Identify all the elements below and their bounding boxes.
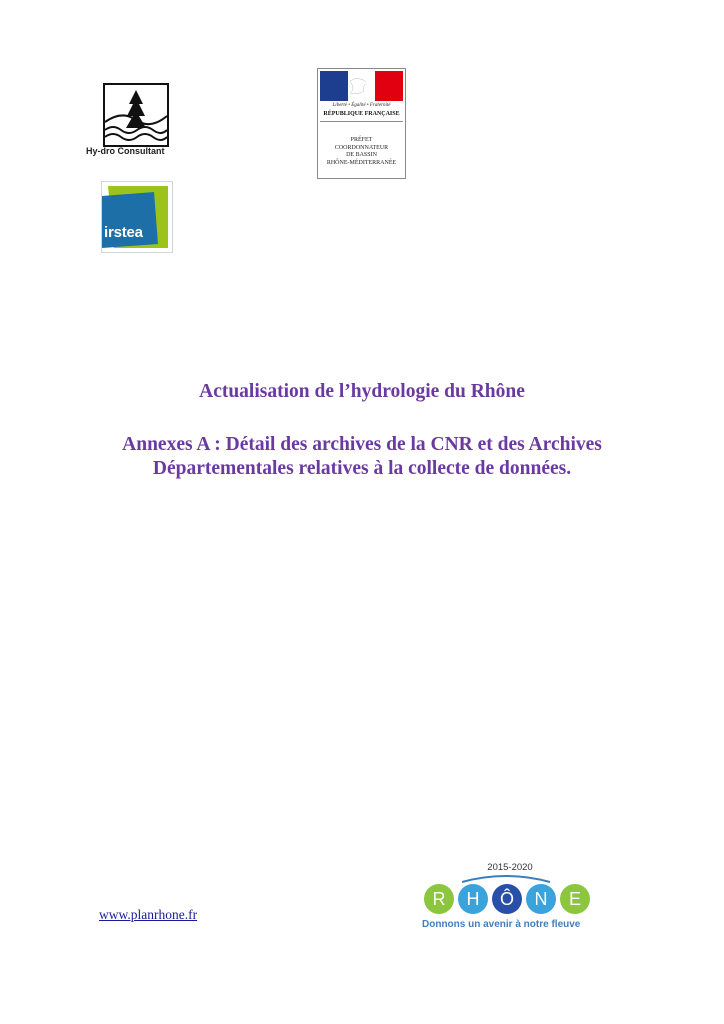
rf-prefet-line: COORDONNATEUR [334, 144, 389, 151]
rhone-letter: N [534, 889, 548, 909]
planrhone-link[interactable]: www.planrhone.fr [99, 907, 198, 922]
subtitle-line: Annexes A : Détail des archives de la CNR et des Archives [122, 434, 602, 455]
plan-rhone-tagline: Donnons un avenir à notre fleuve [422, 919, 581, 930]
rhone-letter-bubble [458, 884, 488, 914]
rhone-letter: R [432, 889, 446, 909]
irstea-emblem-icon [102, 182, 172, 252]
document-title: Actualisation de l’hydrologie du Rhône [199, 381, 525, 402]
rf-name: RÉPUBLIQUE FRANÇAISE [323, 111, 400, 117]
plan-rhone-logo [420, 862, 592, 934]
rf-prefet-block [318, 137, 405, 167]
rf-prefet-line: DE BASSIN [346, 152, 377, 159]
irstea-logo [101, 181, 173, 253]
irstea-name: irstea [104, 224, 143, 241]
rhone-letter-bubble [526, 884, 556, 914]
rhone-letter-bubble [560, 884, 590, 914]
rf-prefet-line: RHÔNE-MÉDITERRANÉE [326, 159, 397, 166]
rhone-letter-bubble [424, 884, 454, 914]
plan-rhone-years: 2015-2020 [487, 862, 533, 873]
document-subtitle [40, 433, 684, 481]
marianne-flag-icon [320, 71, 403, 101]
rf-motto: Liberté • Égalité • Fraternité [332, 103, 391, 108]
hydro-consultant-name: Hy-dro Consultant [86, 146, 165, 156]
rhone-letter: Ô [499, 889, 514, 909]
rhone-letter: H [466, 889, 480, 909]
rhone-letter-bubble [492, 884, 522, 914]
rf-prefet-line: PRÉFET [350, 137, 373, 143]
hydro-consultant-logo [86, 82, 186, 162]
rhone-letter: E [568, 889, 581, 909]
hydro-emblem-icon [102, 82, 170, 148]
subtitle-line: Départementales relatives à la collecte de données. [152, 458, 572, 479]
republique-francaise-logo [317, 68, 406, 179]
rf-divider [320, 121, 403, 122]
